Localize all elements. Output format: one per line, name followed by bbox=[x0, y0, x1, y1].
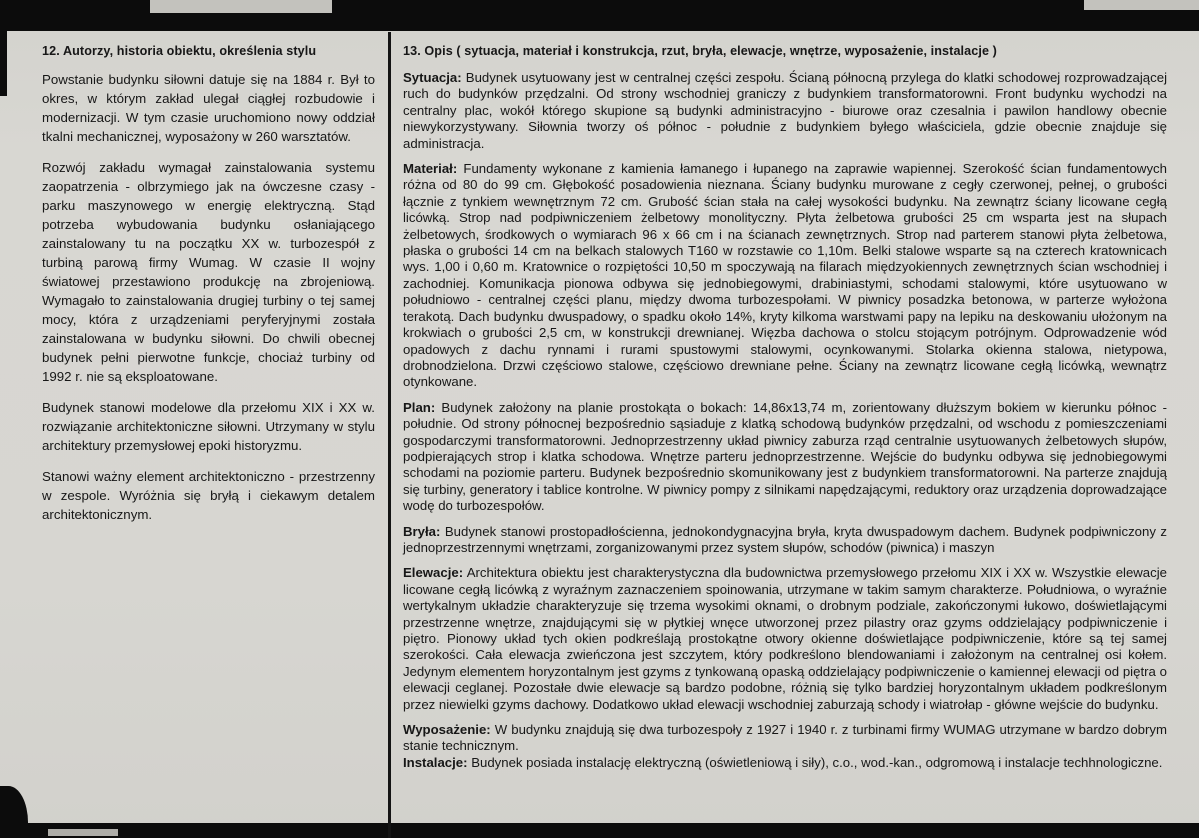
scan-artifact-bottom-gap bbox=[48, 829, 118, 836]
section-label: Wyposażenie: bbox=[403, 722, 491, 738]
column-divider-line bbox=[388, 32, 391, 838]
right-column-description bbox=[403, 44, 1167, 780]
section-paragraph-elewacje bbox=[403, 565, 1167, 713]
section-text: Budynek posiada instalację elektryczną (oświetleniową i siły), c.o., wod.-kan., odgromową i instalacje techhnologiczne. bbox=[471, 754, 1163, 770]
scan-artifact-top-gap bbox=[150, 0, 332, 13]
section-paragraph-material bbox=[403, 161, 1167, 391]
paragraph: Budynek stanowi modelowe dla przełomu XIX i XX w. rozwiązanie architektoniczne siłowni. Utrzymany w stylu architektury przemysłowej epoki historyzmu. bbox=[42, 400, 375, 453]
section-text: W budynku znajdują się dwa turbozespoły z 1927 i 1940 r. z turbinami firmy WUMAG utrzymane w bardzo dobrym stanie technicznym. bbox=[403, 722, 1167, 754]
section-paragraph-sytuacja bbox=[403, 70, 1167, 152]
section-13-heading: 13. Opis ( sytuacja, materiał i konstrukcja, rzut, bryła, elewacje, wnętrze, wyposażenie, instalacje ) bbox=[403, 44, 997, 58]
section-text: Fundamenty wykonane z kamienia łamanego i łupanego na zaprawie wapiennej. Szerokość ścian fundamentowych różna od 80 do 99 cm. Głębokość posadowienia nieznana. Ściany budynku murowane z cegły czerwonej, pełnej, o grubości łącznie z tynkiem wewnętrznym 72 cm. Grubość ścian stała na całej wysokości budynku. Na zewnątrz ściany licowane cegłą licówką. Strop nad podpiwniczeniem żelbetowy monolityczny. Płyta żelbetowa grubości 25 cm wsparta jest na słupach żelbetowych, środkowych o wymiarach 96 x 66 cm i na ścianach zewnętrznych. Strop nad parterem stanowi płyta żelbetowa, płaska o grubości 14 cm na belkach stalowych T160 w rozstawie co 1,10m. Belki stalowe wsparte są na czterech kratownicach wys. 1,00 i 0,60 m. Kratownice o rozpiętości 10,50 m spoczywają na filarach międzyokiennych zewnętrznych ścian wschodniej i zachodniej. Komunikacja pionowa odbywa się jednobiegowymi, drabiniastymi, schodami stalowymi, które usytuowano w południowo - centralnej części planu, między dwoma turbozespołami. W piwnicy posadzka betonowa, w parterze wyłożona terakotą. Dach budynku dwuspadowy, o spadku około 14%, kryty kilkoma warstwami papy na lepiku na deskowaniu ułożonym na krokwiach o grubości 2,5 cm, w konstrukcji drewnianej. Więzba dachowa o stolcu stojącym potrójnym. Odprowadzenie wód opadowych z dachu rynnami i rurami spustowymi stalowymi, ocynkowanymi. Stolarka okienna stalowa, nietypowa, drobnodzielona. Drzwi częściowo stalowe, częściowo drewniane pełne. Ściany na zewnątrz licowane cegłą licówką, wewnątrz otynkowane. bbox=[403, 161, 1167, 390]
scan-artifact-left-edge bbox=[0, 0, 7, 96]
section-12-heading: 12. Autorzy, historia obiektu, określenia stylu bbox=[42, 44, 317, 58]
section-paragraph-bryla bbox=[403, 524, 1167, 557]
section-paragraph-plan bbox=[403, 400, 1167, 515]
left-column-authors-history bbox=[42, 44, 375, 536]
section-label: Bryła: bbox=[403, 523, 441, 539]
section-text: Budynek stanowi prostopadłościenna, jednokondygnacyjna bryła, kryta dwuspadowym dachem. Budynek podpiwniczony z jednoprzestrzennymi wnętrzami, zorganizowanymi przez system słupów, schodów (piwnica) i maszyn bbox=[403, 523, 1167, 555]
paragraph: Powstanie budynku siłowni datuje się na 1884 r. Był to okres, w którym zakład ulegał ciągłej rozbudowie i modernizacji. W tym czasie uruchomiono nowy oddział tkalni mechanicznej, wyposażony w 260 warsztatów. bbox=[42, 72, 375, 144]
paragraph: Rozwój zakładu wymagał zainstalowania systemu zaopatrzenia - olbrzymiego jak na ówczesne czasy - parku maszynowego w energię elektryczną. Stąd potrzeba wybudowania budynku osłaniającego zainstalowany tu na początku XX w. turbozespół z turbiną parową firmy Wumag. W czasie II wojny światowej przestawiono produkcję na zbrojeniową. Wymagało to zainstalowania drugiej turbiny o tej samej mocy, która z urządzeniami peryferyjnymi została zainstalowana w budynku siłowni. Do chwili obecnej budynek pełni pierwotne funkcje, chociaż turbiny od 1992 r. nie są eksploatowane. bbox=[42, 160, 375, 384]
section-label: Sytuacja: bbox=[403, 70, 462, 85]
section-paragraph-wyposazenie bbox=[403, 722, 1167, 755]
section-label: Elewacje: bbox=[403, 565, 464, 581]
section-text: Budynek założony na planie prostokąta o bokach: 14,86x13,74 m, zorientowany dłuższym bokiem w kierunku północ - południe. Od strony północnej bezpośrednio sąsiaduje z klatką schodową budynków przędzalni, od wschodu z pomieszczeniami gospodarczymi transformatorowni. Jednoprzestrzenny układ piwnicy zaburza rząd centralnie usytuowanych żelbetowych słupów, podpierających strop i klatka schodowa. Wnętrze parteru jednoprzestrzenne. Wejście do budynku odbywa się jednobiegowymi schodami na poziomie parteru. Budynek bezpośrednio skomunikowany jest z budynkiem transformatorowni. Na parterze znajdują się turbiny, generatory i tablice kontrolne. W piwnicy pompy z silnikami napędzającymi, reduktory oraz urządzenia doprowadzające wodę do turbozespołów. bbox=[403, 399, 1167, 514]
scan-artifact-top-gap bbox=[1084, 0, 1199, 10]
section-label: Plan: bbox=[403, 399, 436, 415]
section-text: Budynek usytuowany jest w centralnej części zespołu. Ścianą północną przylega do klatki schodowej rozprowadzającej ruch do budynków przędzalni. Od strony wschodniej graniczy z budynkiem transformatorowni. Front budynku wychodzi na centralny plac, wokół którego skupione są budynki administracyjno - biurowe oraz czesalnia i pawilon handlowy obecnie niewykorzystywany. Siłownia tworzy oś północ - południe z budynkiem byłego właściciela, gdzie obecnie znajduje się administracja. bbox=[403, 70, 1167, 151]
section-paragraph-instalacje bbox=[403, 755, 1167, 771]
scan-artifact-bottom-strip bbox=[0, 823, 1199, 838]
paragraph: Stanowi ważny element architektoniczno - przestrzenny w zespole. Wyróżnia się bryłą i ciekawym detalem architektonicznym. bbox=[42, 469, 375, 522]
section-text: Architektura obiektu jest charakterystyczna dla budownictwa przemysłowego przełomu XIX i XX w. Wszystkie elewacje licowane cegłą licówką z wyraźnym zaznaczeniem spoinowania, utrzymane w takim samym charakterze. Południowa, o wyraźnie wertykalnym układzie charakteryzuje się trzema wysokimi oknami, o drobnym podziale, zakończonymi łukowo, doświetlającymi przestrzenne wnętrze, znajdującymi się w płytkiej wnęce utworzonej przez pilastry oraz gzyms oddzielający podpiwniczenie i piętro. Pionowy układ tych okien podkreślają prostokątne otwory okienne doświetlające podpiwniczenie, które są tej samej szerokości. Cała elewacja zwieńczona jest szczytem, który podkreślono blendowaniami i założonym na centralnej osi kołem. Jedynym elementem horyzontalnym jest gzyms z tynkowaną opaską oddzielający podpiwniczenie o kamiennej elewacji od piętra o elewacji ceglanej. Pozostałe dwie elewacje są bardzo podobne, różnią się tylko bardziej horyzontalnym układem podkreślonym przez niewielki gzyms dachowy. Dodatkowo układ elewacji wschodniej zaburzają schody i wiatrołap - główne wejście do budynku. bbox=[403, 565, 1168, 712]
section-label: Instalacje: bbox=[403, 754, 468, 770]
section-label: Materiał: bbox=[403, 161, 458, 177]
